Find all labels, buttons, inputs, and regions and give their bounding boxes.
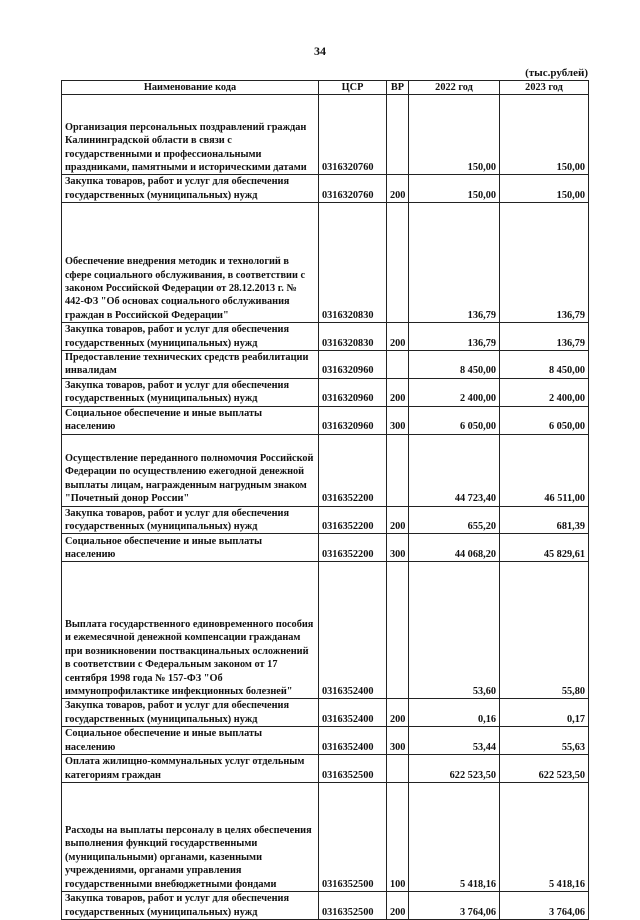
row-2022-cell: 6 050,00 — [409, 406, 500, 434]
row-csr-cell: 0316320960 — [319, 351, 387, 379]
units-label: (тыс.рублей) — [525, 67, 588, 79]
row-name-cell: Социальное обеспечение и иные выплаты населению — [62, 406, 319, 434]
row-2023-cell: 55,63 — [500, 727, 589, 755]
row-vr-cell: 200 — [387, 506, 409, 534]
table-row — [62, 378, 589, 406]
row-2023-cell: 55,80 — [500, 562, 589, 699]
row-2022-cell: 136,79 — [409, 323, 500, 351]
row-2023-cell: 2 400,00 — [500, 378, 589, 406]
row-name-cell: Социальное обеспечение и иные выплаты населению — [62, 727, 319, 755]
row-2023-cell: 150,00 — [500, 175, 589, 203]
table-row — [62, 755, 589, 783]
row-csr-cell: 0316352400 — [319, 727, 387, 755]
row-vr-cell: 300 — [387, 534, 409, 562]
table-row — [62, 95, 589, 175]
row-2022-cell: 150,00 — [409, 95, 500, 175]
row-csr-cell: 0316320830 — [319, 203, 387, 323]
table-row — [62, 506, 589, 534]
row-vr-cell: 200 — [387, 323, 409, 351]
row-2023-cell: 45 829,61 — [500, 534, 589, 562]
row-csr-cell: 0316352400 — [319, 699, 387, 727]
row-name-cell: Закупка товаров, работ и услуг для обеспечения государственных (муниципальных) нужд — [62, 699, 319, 727]
table-row — [62, 323, 589, 351]
row-vr-cell: 100 — [387, 782, 409, 891]
row-2023-cell: 6 050,00 — [500, 406, 589, 434]
header-row — [62, 81, 589, 95]
row-vr-cell — [387, 351, 409, 379]
row-2022-cell: 622 523,50 — [409, 755, 500, 783]
row-name-cell: Закупка товаров, работ и услуг для обеспечения государственных (муниципальных) нужд — [62, 506, 319, 534]
table-row — [62, 699, 589, 727]
row-name-cell: Расходы на выплаты персоналу в целях обеспечения выполнения функций государственными (муниципальными) органами, казенными учреждениями, органами управления государственными внебюджетными фондами — [62, 782, 319, 891]
row-2023-cell: 46 511,00 — [500, 434, 589, 506]
row-name-cell: Предоставление технических средств реабилитации инвалидам — [62, 351, 319, 379]
row-vr-cell — [387, 562, 409, 699]
table-row — [62, 534, 589, 562]
table-row — [62, 727, 589, 755]
row-name-cell: Осуществление переданного полномочия Российской Федерации по осуществлению ежегодной денежной выплаты лицам, награжденным нагрудным знаком "Почетный донор России" — [62, 434, 319, 506]
row-2023-cell: 136,79 — [500, 203, 589, 323]
header-vr: ВР — [387, 81, 409, 95]
row-name-cell: Закупка товаров, работ и услуг для обеспечения государственных (муниципальных) нужд — [62, 175, 319, 203]
table-row — [62, 782, 589, 891]
row-name-cell: Оплата жилищно-коммунальных услуг отдельным категориям граждан — [62, 755, 319, 783]
row-csr-cell: 0316320960 — [319, 406, 387, 434]
row-2023-cell: 0,17 — [500, 699, 589, 727]
table-row — [62, 175, 589, 203]
row-2023-cell: 5 418,16 — [500, 782, 589, 891]
row-vr-cell: 200 — [387, 699, 409, 727]
row-csr-cell: 0316352200 — [319, 434, 387, 506]
row-2023-cell: 681,39 — [500, 506, 589, 534]
budget-table — [61, 80, 589, 920]
row-name-cell: Организация персональных поздравлений граждан Калининградской области в связи с государственными и профессиональными праздниками, памятными и историческими датами — [62, 95, 319, 175]
row-name-cell: Закупка товаров, работ и услуг для обеспечения государственных (муниципальных) нужд — [62, 891, 319, 919]
row-2023-cell: 150,00 — [500, 95, 589, 175]
table-row — [62, 203, 589, 323]
row-2023-cell: 622 523,50 — [500, 755, 589, 783]
row-name-cell: Выплата государственного единовременного пособия и ежемесячной денежной компенсации гражданам при возникновении поствакцинальных осложнений в соответствии с Федеральным законом от 17 сентября 1998 года № 157-ФЗ "Об иммунопрофилактике инфекционных болезней" — [62, 562, 319, 699]
row-2022-cell: 136,79 — [409, 203, 500, 323]
row-2022-cell: 5 418,16 — [409, 782, 500, 891]
row-name-cell: Закупка товаров, работ и услуг для обеспечения государственных (муниципальных) нужд — [62, 323, 319, 351]
row-csr-cell: 0316352400 — [319, 562, 387, 699]
row-2023-cell: 8 450,00 — [500, 351, 589, 379]
table-body — [62, 95, 589, 920]
table-row — [62, 891, 589, 919]
row-2023-cell: 136,79 — [500, 323, 589, 351]
row-name-cell: Социальное обеспечение и иные выплаты населению — [62, 534, 319, 562]
row-2022-cell: 53,60 — [409, 562, 500, 699]
table-row — [62, 351, 589, 379]
header-2023: 2023 год — [500, 81, 589, 95]
row-name-cell: Закупка товаров, работ и услуг для обеспечения государственных (муниципальных) нужд — [62, 378, 319, 406]
row-csr-cell: 0316352500 — [319, 891, 387, 919]
row-vr-cell — [387, 755, 409, 783]
row-vr-cell: 200 — [387, 378, 409, 406]
row-csr-cell: 0316352200 — [319, 534, 387, 562]
row-2022-cell: 8 450,00 — [409, 351, 500, 379]
header-csr: ЦСР — [319, 81, 387, 95]
row-2022-cell: 2 400,00 — [409, 378, 500, 406]
row-csr-cell: 0316320760 — [319, 175, 387, 203]
row-csr-cell: 0316352200 — [319, 506, 387, 534]
row-vr-cell — [387, 203, 409, 323]
row-vr-cell: 200 — [387, 891, 409, 919]
row-vr-cell — [387, 434, 409, 506]
row-vr-cell: 300 — [387, 727, 409, 755]
table-row — [62, 562, 589, 699]
row-2022-cell: 150,00 — [409, 175, 500, 203]
row-2022-cell: 0,16 — [409, 699, 500, 727]
row-2023-cell: 3 764,06 — [500, 891, 589, 919]
row-name-cell: Обеспечение внедрения методик и технологий в сфере социального обслуживания, в соответствии с законом Российской Федерации от 28.12.2013 г. № 442-ФЗ "Об основах социального обслуживания граждан в Российской Федерации" — [62, 203, 319, 323]
row-csr-cell: 0316352500 — [319, 782, 387, 891]
row-2022-cell: 3 764,06 — [409, 891, 500, 919]
row-2022-cell: 655,20 — [409, 506, 500, 534]
header-name: Наименование кода — [62, 81, 319, 95]
row-csr-cell: 0316352500 — [319, 755, 387, 783]
row-2022-cell: 53,44 — [409, 727, 500, 755]
row-vr-cell: 300 — [387, 406, 409, 434]
header-2022: 2022 год — [409, 81, 500, 95]
row-csr-cell: 0316320830 — [319, 323, 387, 351]
row-csr-cell: 0316320960 — [319, 378, 387, 406]
table-row — [62, 406, 589, 434]
row-2022-cell: 44 723,40 — [409, 434, 500, 506]
page-number: 34 — [314, 44, 326, 58]
row-vr-cell: 200 — [387, 175, 409, 203]
row-csr-cell: 0316320760 — [319, 95, 387, 175]
row-vr-cell — [387, 95, 409, 175]
table-row — [62, 434, 589, 506]
row-2022-cell: 44 068,20 — [409, 534, 500, 562]
